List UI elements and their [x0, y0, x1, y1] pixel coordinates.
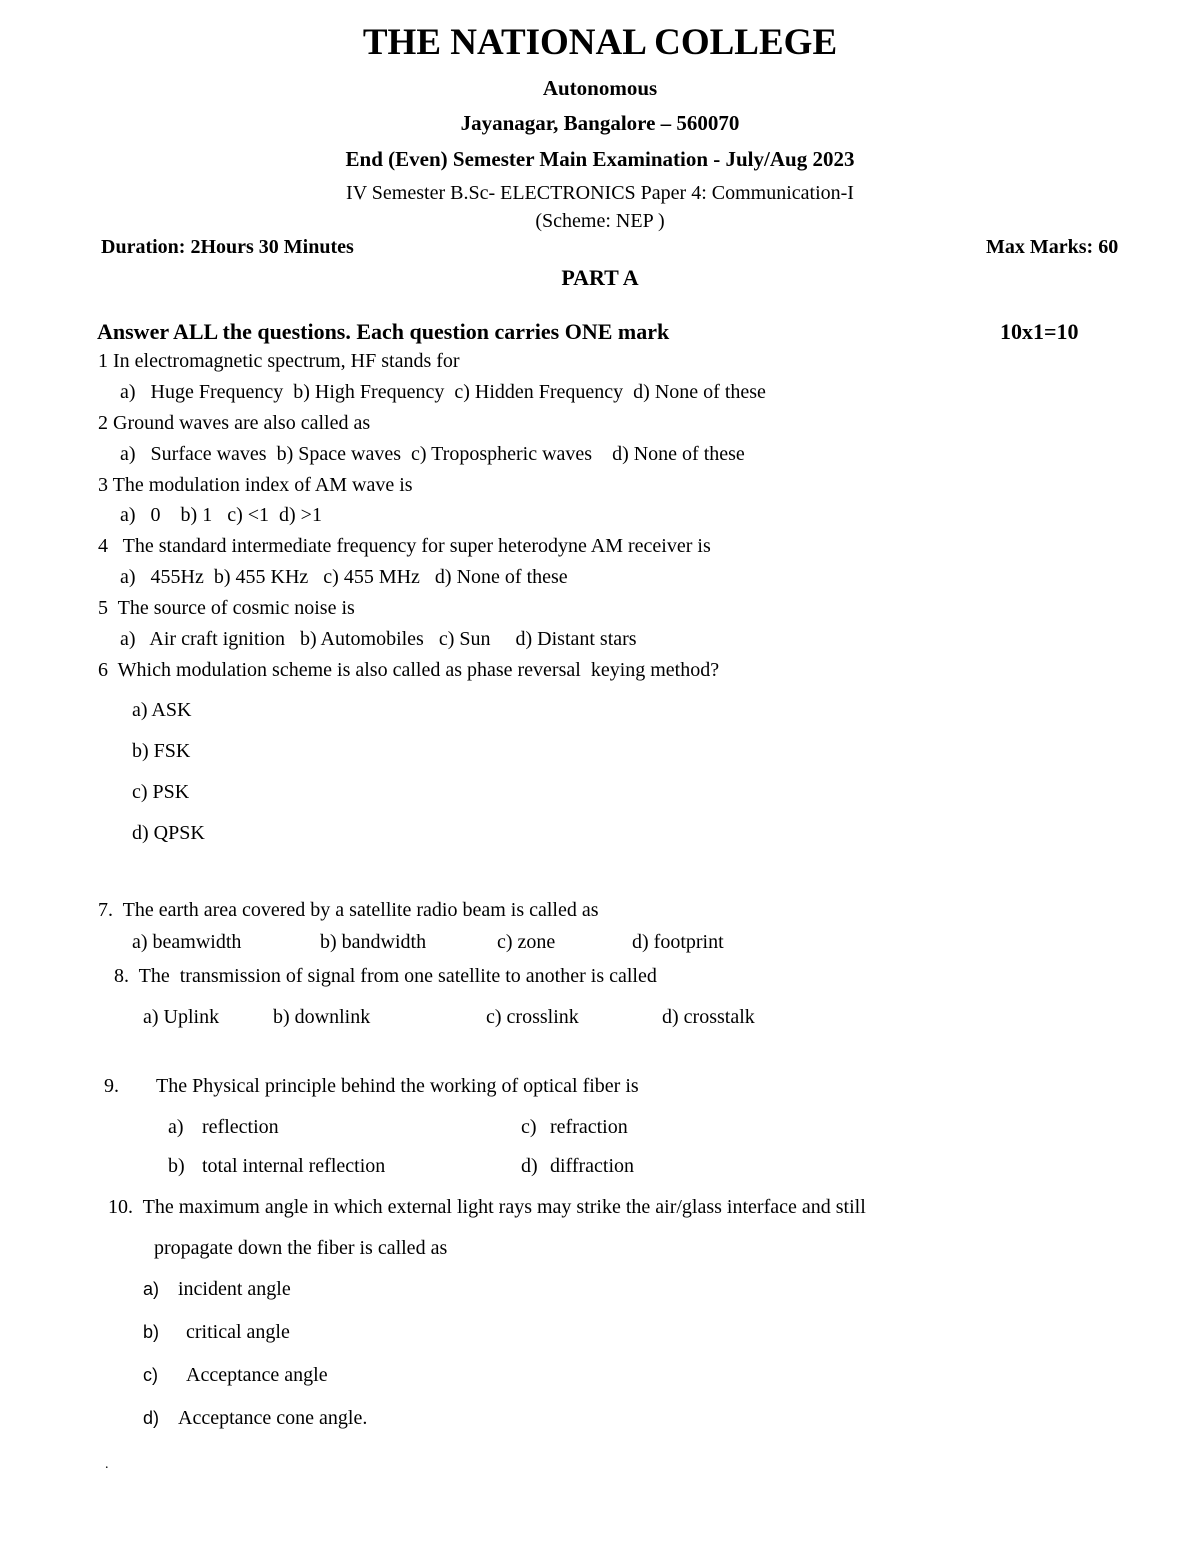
question-6-option-c: c) PSK	[132, 781, 190, 803]
question-7: 7. The earth area covered by a satellite radio beam is called as	[98, 899, 599, 921]
question-9-number: 9.	[104, 1075, 119, 1097]
question-7-option-a: a) beamwidth	[132, 931, 242, 953]
question-9-letter-c: c)	[521, 1116, 537, 1138]
question-10-option-a: incident angle	[178, 1278, 291, 1300]
question-2: 2 Ground waves are also called as	[98, 412, 371, 434]
question-4-options: a) 455Hz b) 455 KHz c) 455 MHz d) None of these	[120, 566, 568, 588]
part-title: PART A	[561, 265, 639, 290]
question-10: 10. The maximum angle in which external light rays may strike the air/glass interface and still	[108, 1196, 866, 1218]
question-8-option-b: b) downlink	[273, 1006, 371, 1028]
question-10-letter-b: b)	[143, 1322, 160, 1342]
college-status: Autonomous	[542, 76, 658, 100]
question-7-option-c: c) zone	[497, 931, 556, 953]
max-marks: Max Marks: 60	[986, 236, 1119, 258]
college-location: Jayanagar, Bangalore – 560070	[460, 111, 740, 135]
question-4: 4 The standard intermediate frequency for super heterodyne AM receiver is	[98, 535, 711, 557]
question-10-option-b: critical angle	[186, 1321, 290, 1343]
question-10-letter-d: d)	[143, 1408, 160, 1428]
question-10-letter-a: a)	[143, 1279, 160, 1299]
question-5: 5 The source of cosmic noise is	[98, 597, 355, 619]
question-3-options: a) 0 b) 1 c) <1 d) >1	[120, 504, 322, 526]
question-9: The Physical principle behind the working of optical fiber is	[156, 1075, 639, 1097]
question-10-continued: propagate down the fiber is called as	[154, 1237, 448, 1259]
exam-title: End (Even) Semester Main Examination - July/Aug 2023	[345, 147, 855, 171]
question-6-option-a: a) ASK	[132, 699, 192, 721]
question-9-letter-b: b)	[168, 1155, 185, 1177]
question-7-option-b: b) bandwidth	[320, 931, 427, 953]
question-9-option-c: refraction	[550, 1116, 628, 1138]
question-10-option-d: Acceptance cone angle.	[178, 1407, 368, 1429]
question-8-option-d: d) crosstalk	[662, 1006, 755, 1028]
question-1: 1 In electromagnetic spectrum, HF stands for	[98, 350, 460, 372]
question-8-option-c: c) crosslink	[486, 1006, 579, 1028]
question-9-option-a: reflection	[202, 1116, 279, 1138]
footer-mark: .	[105, 1457, 109, 1472]
question-9-letter-d: d)	[521, 1155, 538, 1177]
question-1-options: a) Huge Frequency b) High Frequency c) Hidden Frequency d) None of these	[120, 381, 766, 403]
question-2-options: a) Surface waves b) Space waves c) Tropospheric waves d) None of these	[120, 443, 745, 465]
part-instruction: Answer ALL the questions. Each question carries ONE mark	[97, 319, 670, 344]
question-6: 6 Which modulation scheme is also called as phase reversal keying method?	[98, 659, 720, 681]
question-10-letter-c: c)	[143, 1365, 158, 1385]
question-7-option-d: d) footprint	[632, 931, 724, 953]
scheme: (Scheme: NEP )	[535, 210, 665, 232]
duration: Duration: 2Hours 30 Minutes	[101, 236, 354, 258]
question-9-letter-a: a)	[168, 1116, 184, 1138]
question-6-option-b: b) FSK	[132, 740, 191, 762]
question-9-option-d: diffraction	[550, 1155, 635, 1177]
question-10-option-c: Acceptance angle	[186, 1364, 328, 1386]
question-6-option-d: d) QPSK	[132, 822, 205, 844]
question-8-option-a: a) Uplink	[143, 1006, 220, 1028]
question-5-options: a) Air craft ignition b) Automobiles c) Sun d) Distant stars	[120, 628, 637, 650]
college-name: THE NATIONAL COLLEGE	[362, 22, 838, 63]
question-9-option-b: total internal reflection	[202, 1155, 386, 1177]
course-title: IV Semester B.Sc- ELECTRONICS Paper 4: Communication-I	[346, 182, 854, 204]
part-marks: 10x1=10	[1000, 319, 1079, 344]
question-8: 8. The transmission of signal from one satellite to another is called	[114, 965, 657, 987]
question-3: 3 The modulation index of AM wave is	[98, 474, 413, 496]
